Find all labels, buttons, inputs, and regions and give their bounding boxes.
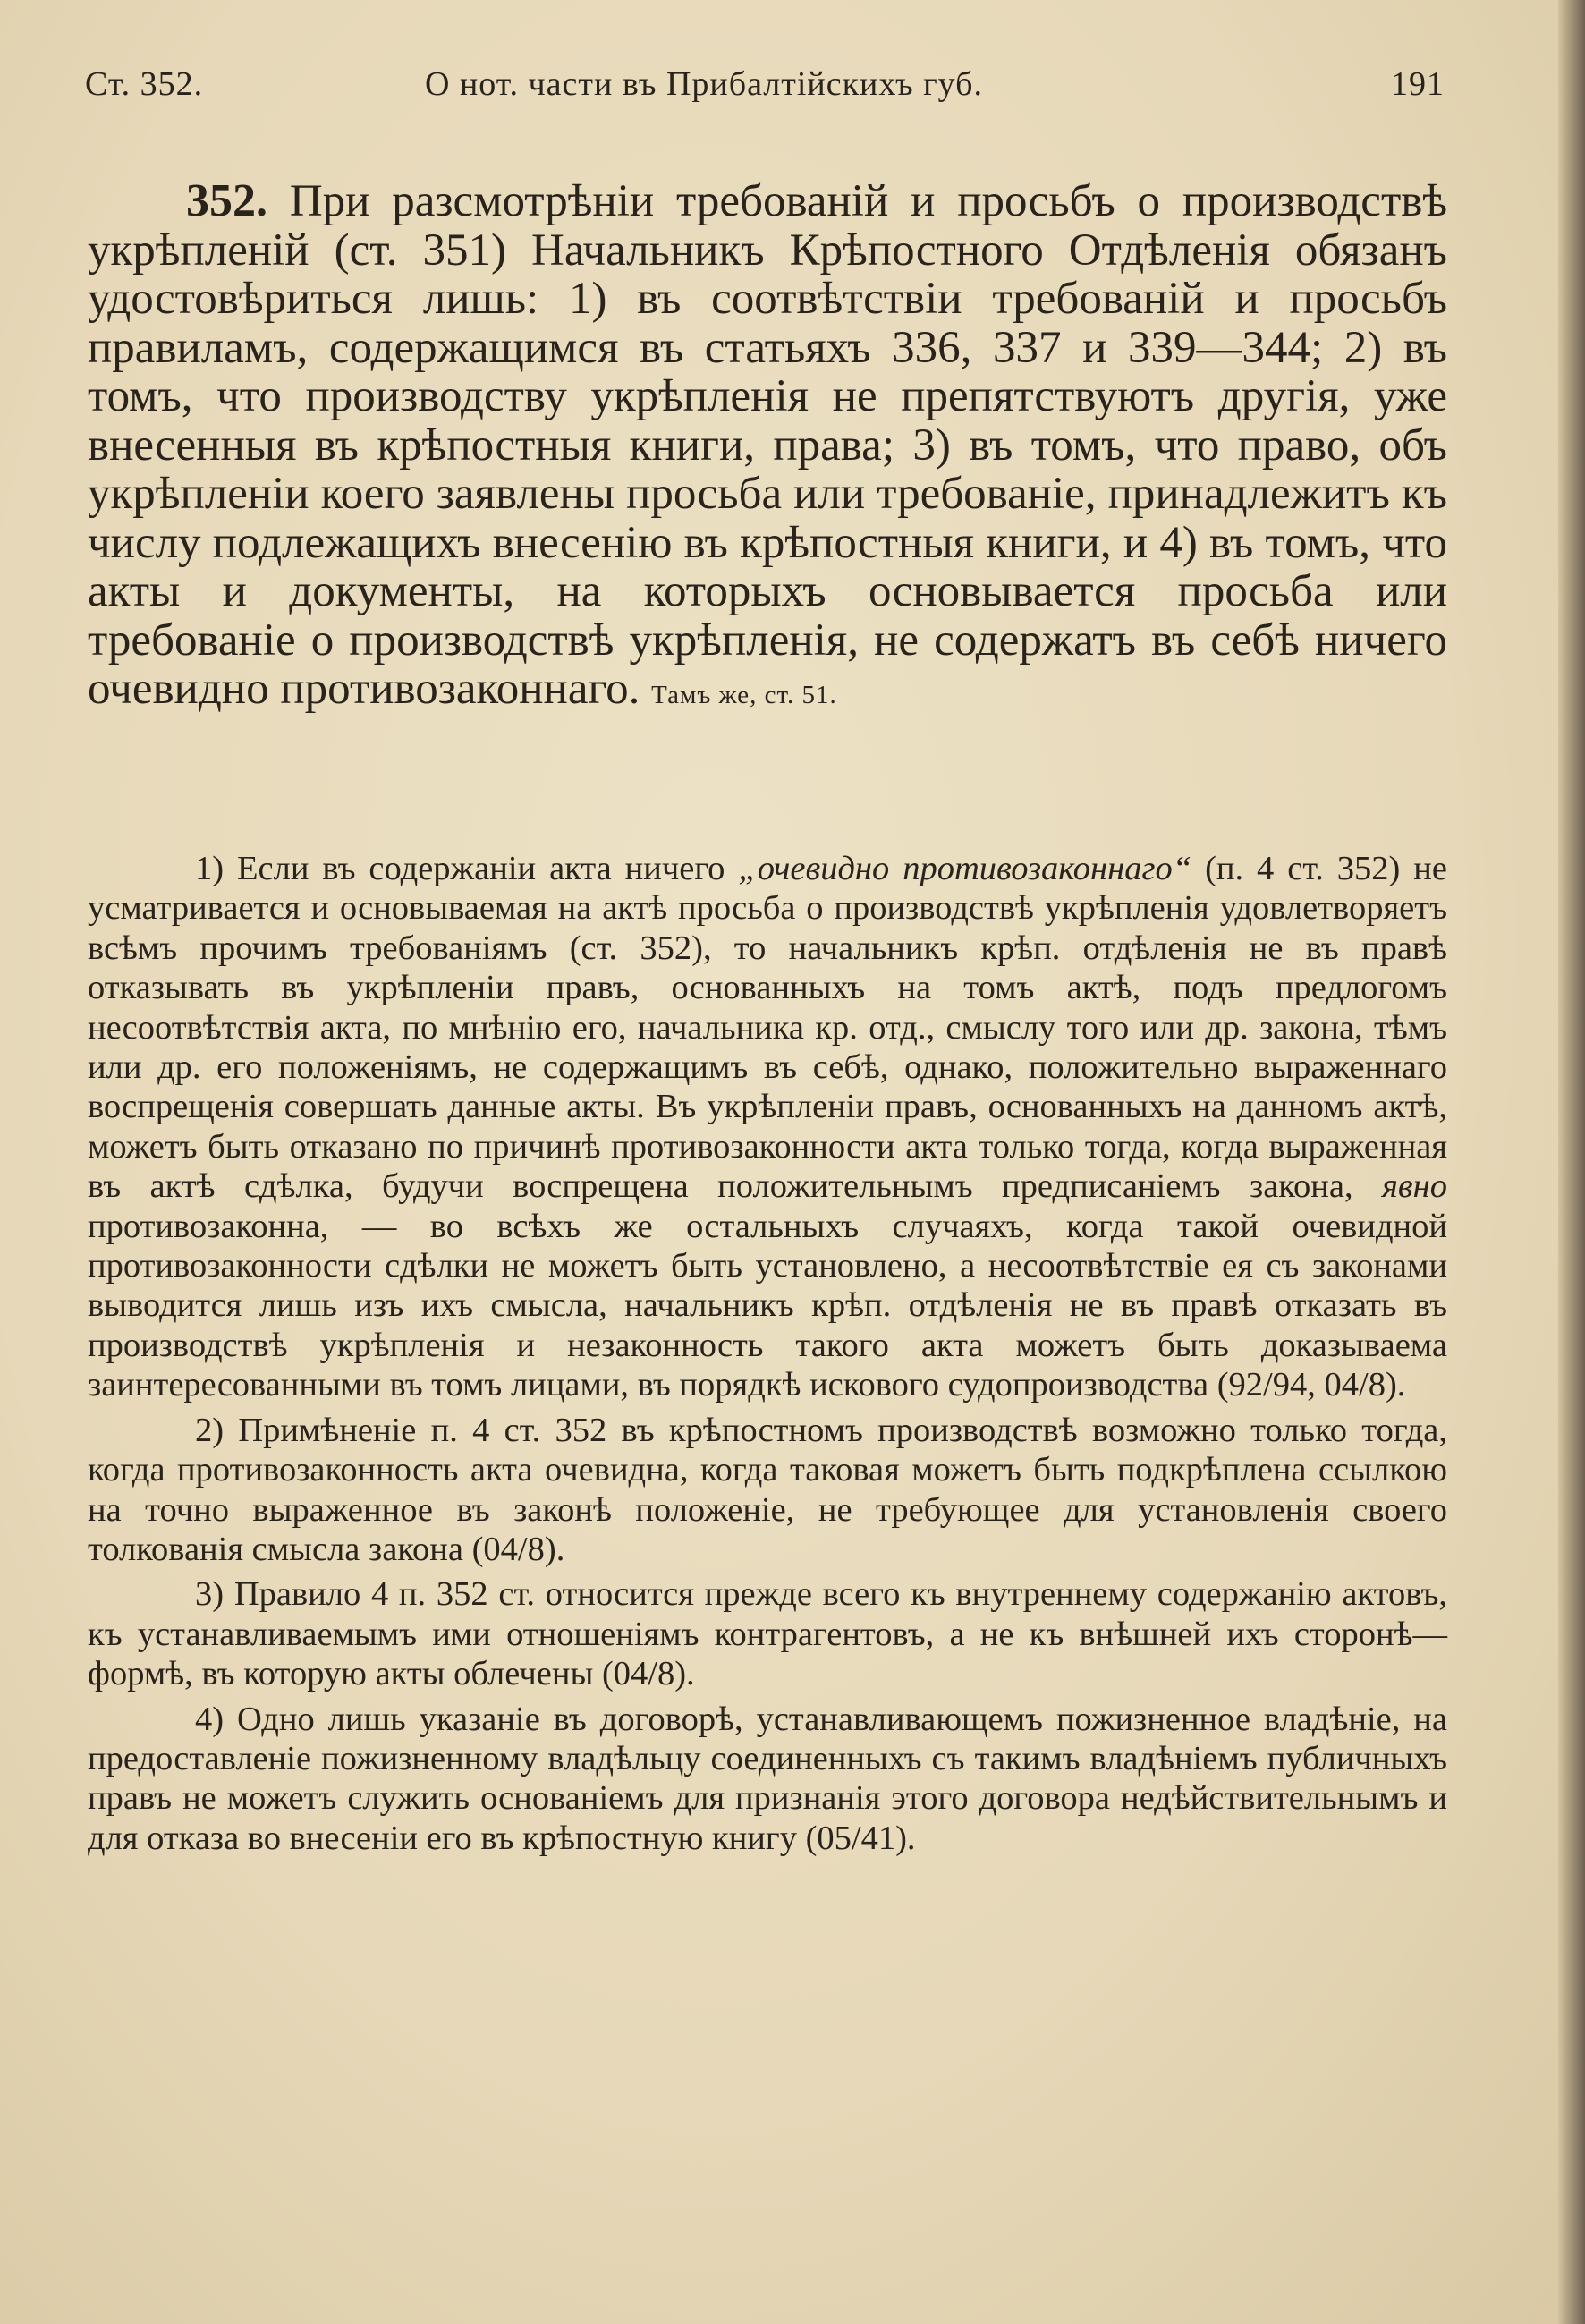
note-1: [88, 849, 1447, 1405]
note-1-text-a: 1) Если въ содержанiи акта ничего: [195, 850, 739, 887]
article-number: 352.: [186, 175, 267, 226]
article-text: При разсмотрѣнiи требованiй и просьбъ о производствѣ укрѣпленiй (ст. 351) Начальникъ Крѣпостного Отдѣленiя обязанъ удостовѣриться лишь: 1) въ соотвѣтствiи требованiй и просьбъ правиламъ, содержащимся въ статьяхъ 336, 337 и 339—344; 2) въ томъ, что производству укрѣпленiя не препятствуютъ другiя, уже внесенныя въ крѣпостныя книги, права; 3) въ томъ, что право, объ укрѣпленiи коего заявлены просьба или требованiе, принадлежитъ къ числу подлежащихъ внесенiю въ крѣпостныя книги, и 4) въ томъ, что акты и документы, на которыхъ основывается просьба или требованiе о производствѣ укрѣпленiя, не содержатъ въ себѣ ничего очевидно противозаконнаго.: [88, 176, 1448, 714]
page-edge-shadow: [1558, 0, 1585, 2324]
note-3: 3) Правило 4 п. 352 ст. относится прежде всего къ внутреннему содержанiю актовъ, къ устанавливаемымъ ими отношенiямъ контрагентовъ, а не къ внѣшней ихъ сторонѣ—формѣ, въ которую акты облечены (04/8).: [88, 1575, 1447, 1693]
commentary-notes: [88, 849, 1447, 1863]
running-title: О нот. части въ Прибалтiйскихъ губ.: [425, 65, 984, 103]
note-2: 2) Примѣненiе п. 4 ст. 352 въ крѣпостномъ производствѣ возможно только тогда, когда противозаконность акта очевидна, когда таковая можетъ быть подкрѣплена ссылкою на точно выраженное въ законѣ положенiе, не требующее для установленiя своего толкованiя смысла закона (04/8).: [88, 1411, 1447, 1568]
note-1-text-b: (п. 4 ст. 352) не усматривается и основываемая на актѣ просьба о производствѣ укрѣпленiя удовлетворяетъ всѣмъ прочимъ требованiямъ (ст. 352), то начальникъ крѣп. отдѣленiя не въ правѣ отказывать въ укрѣпленiи правъ, основанныхъ на томъ актѣ, подъ предлогомъ несоотвѣтствiя акта, по мнѣнiю его, начальника кр. отд., смыслу того или др. закона, тѣмъ или др. его положенiямъ, не содержащимъ въ себѣ, однако, положительно выраженнаго воспрещенiя совершать данные акты. Въ укрѣпленiи правъ, основанныхъ на данномъ актѣ, можетъ быть отказано по причинѣ противозаконности акта только тогда, когда выраженная въ актѣ сдѣлка, будучи воспрещена положительнымъ предписанiемъ закона,: [88, 850, 1447, 1206]
page-number: 191: [1391, 65, 1445, 103]
note-1-emphasis: „очевидно противозаконнаго“: [738, 850, 1192, 887]
note-4: 4) Одно лишь указанiе въ договорѣ, устанавливающемъ пожизненное владѣнiе, на предоставленiе пожизненному владѣльцу соединенныхъ съ такимъ владѣнiемъ публичныхъ правъ не можетъ служить основанiемъ для признанiя этого договора недѣйствительнымъ и для отказа во внесенiи его въ крѣпостную книгу (05/41).: [88, 1700, 1447, 1857]
article-source: Тамъ же, ст. 51.: [651, 681, 837, 709]
article-reference: Ст. 352.: [85, 65, 204, 103]
article-352: [88, 177, 1447, 720]
running-header: [85, 64, 1445, 118]
note-1-emphasis-2: явно: [1382, 1167, 1447, 1206]
note-1-text-c: противозаконна, — во всѣхъ же остальныхъ случаяхъ, когда такой очевидной противозаконности сдѣлки не можетъ быть установлено, а несоотвѣтствiе ея съ законами выводится лишь изъ ихъ смысла, начальникъ крѣп. отдѣленiя не въ правѣ отказать въ производствѣ укрѣпленiя и незаконность такого акта можетъ быть доказываема заинтересованными въ томъ лицами, въ порядкѣ искового судопроизводства (92/94, 04/8).: [88, 1207, 1447, 1404]
